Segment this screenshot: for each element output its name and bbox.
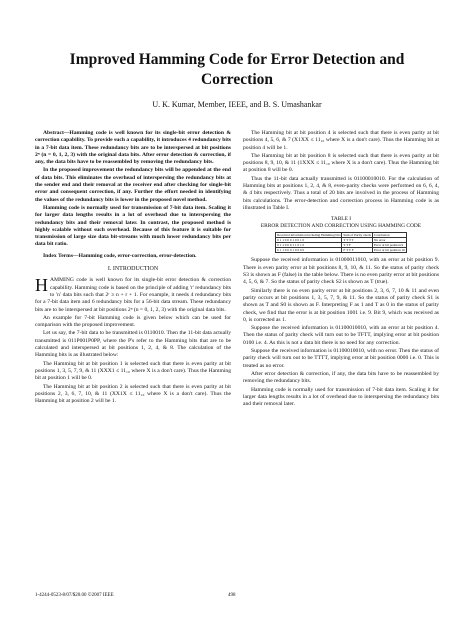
table-block: [243, 216, 439, 253]
section-heading: I. INTRODUCTION: [107, 266, 159, 273]
page-number: 498: [228, 593, 236, 598]
left-paragraph-1: An example for 7-bit Hamming code is given below which can be used for comparison with the proposed improvement.: [35, 314, 231, 329]
table-cell: No error: [372, 238, 406, 243]
left-paragraph-4: The Hamming bit at bit position 2 is selected such that there is even parity at bit positions 2, 3, 6, 7, 10, & 11 (XX1X ≤ 11₁₀ where X is a don't care). Thus the Hamming bit at position 2 will be 1.: [35, 383, 231, 405]
table-cell: Error at bit position 9: [372, 243, 406, 248]
abstract-paragraph-3: Hamming code is normally used for transmission of 7-bit data item. Scaling it for larger data lengths results in a lot of overhead due to interspersing the redundancy bits and their removal later. In contrast, the proposed method is highly scalable without such overhead. Because of this feature it is suitable for transmission of large size data bit-streams with much lower redundancy bits per data bit ratio.: [35, 204, 231, 248]
table-row: [276, 248, 407, 253]
table-cell: 0 1 1 0 0 0 1 0 0 1 0: [276, 238, 342, 243]
right-paragraph-7: Suppose the received information is 01100010010, with no error. Then the status of parity check will turn out to be TTTT, implying error at bit position 0000 i.e. 0. This is treated as no error.: [243, 348, 439, 369]
table-cell: 0 1 1 0 0 0 1 0 0 0 0: [276, 248, 342, 253]
table-caption: TABLE I ERROR DETECTION AND CORRECTION USING HAMMING CODE: [260, 216, 422, 229]
table-header-cell: Received information including Hamming bits: [277, 233, 341, 238]
abstract-paragraph-1: Abstract—Hamming code is well known for its single-bit error detection & correction capability. To provide such a capability, it introduces 4 redundancy bits in a 7-bit data item. These redundancy bits are to be interspersed at bit positions 2ⁿ (n = 0, 1, 2, 3) with the original data bits. After error detection & correction, if any, the data bits have to be reassembled by removing the redundancy bits.: [35, 130, 231, 166]
right-paragraph-6: Suppose the received information is 01100010010, with an error at bit position 4. Then the status of parity check will turn out to be TFTT, implying error at bit position 0100 i.e. 4. As this is not a data bit there is no need for any correction.: [243, 325, 439, 346]
table-cell: T T F: [342, 243, 373, 248]
table-cell: 0 1 1 0 0 0 1 1 0 1 0: [276, 243, 342, 248]
right-paragraph-4: Suppose the received information is 01000011010, with an error at bit position 9. There is even parity error at bit positions 8, 9, 10, & 11. So the status of parity check S3 is shown as F (false) in the table below. There is no even parity error at bit positions 4, 5, 6, & 7. So the status of parity check S2 is shown as T (true).: [243, 257, 439, 286]
left-paragraph-2: Let us say, the 7-bit data to be transmitted is 0110010. Then the 11-bit data actually transmitted is 011P001P0PP, where the P's refer to the Hamming bits that are to be calculated and interspersed at bit positions 1, 2, 4, & 8. The calculation of the Hamming bits is as illustrated below:: [35, 330, 231, 359]
paper-authors: U. K. Kumar, Member, IEEE, and B. S. Umashankar: [152, 100, 322, 109]
table-cell: F T T F: [342, 248, 373, 253]
abstract-paragraph-2: In the proposed improvement the redundancy bits will be appended at the end of data bits. This eliminates the overhead of interspersing the redundancy bits at the sender end and their removal at the receiver end after checking for single-bit error and consequent correction, if any. Further the effort needed in identifying the values of the redundancy bits is lower in the proposed novel method.: [35, 167, 231, 203]
table-cell: Error at bit position 10: [373, 248, 405, 253]
table-header-cell: Conclusion: [372, 233, 406, 238]
right-paragraph-8: After error detection & correction, if any, the data bits have to be reassembled by removing the redundancy bits.: [243, 370, 439, 385]
left-paragraph-3: The Hamming bit at bit position 1 is selected such that there is even parity at bit positions 1, 3, 5, 7, 9, & 11 (XXX1 ≤ 11₁₀ where X is a don't care). Thus the Hamming bit at position 1 will be 0.: [35, 360, 231, 382]
intro-paragraph: [35, 277, 231, 313]
left-column: [35, 130, 231, 406]
right-paragraph-5: Similarly there is no even parity error at bit positions 2, 3, 6, 7, 10 & 11 and even parity occurs at bit positions 1, 3, 5, 7, 9, & 11. So the status of parity check S1 is shown as T and S0 is shown as F. Interpreting F as 1 and T as 0 in the status of parity check, we find that the error is at bit position 1001 i.e. 9. Bit 9, which was received as 0, is corrected as 1.: [243, 287, 439, 323]
intro-text: AMMING code is well known for its single-bit error detection & correction capability. Hamming code is based on the principle of adding 'r' redundancy bits to 'n' data bits such that 2ʳ ≥ n + r + 1. For example, it needs 4 redundancy bits for a 7-bit data item and 6 redundancy bits for a 56-bit data stream. These redundancy bits are to be interspersed at bit positions 2ⁿ (n = 0, 1, 2, 3) with the original data bits.: [35, 277, 231, 313]
paper-title: Improved Hamming Code for Error Detection and Correction: [69, 51, 405, 88]
right-column: [243, 130, 439, 409]
right-paragraph-9: Hamming code is normally used for transmission of 7-bit data item. Scaling it for larger data lengths results in a lot of overhead due to interspersing the redundancy bits and their removal later.: [243, 386, 439, 408]
table-header-cell: Sum of Parity check: [343, 233, 371, 238]
right-paragraph-2: The Hamming bit at bit position 8 is selected such that there is even parity at bit positions 8, 9, 10, & 11 (1XXX ≤ 11₁₀ where X is a don't care). Thus the Hamming bit at position 8 will be 0.: [243, 152, 439, 174]
footer-copyright: 1-4244-0523-8/07/$20.00 ©2007 IEEE: [35, 593, 114, 598]
index-terms: Index Terms—Hamming code, error-correction, error-detection.: [43, 252, 197, 259]
right-paragraph-1: The Hamming bit at bit position 4 is selected such that there is even parity at bit positions 4, 5, 6, & 7 (X1XX ≤ 11₁₀ where X is a don't care). Thus the Hamming bit at position 4 will be 1.: [243, 130, 439, 151]
table-cell: T T T T: [342, 238, 373, 243]
dropcap-letter: H: [35, 275, 48, 296]
abstract: [35, 130, 231, 249]
hamming-table: [275, 232, 407, 253]
right-paragraph-3: Thus the 11-bit data actually transmitted is 01100010010. For the calculation of Hamming bits at positions 1, 2, 4, & 8, even-parity checks were performed on 6, 6, 4, & 4 bits respectively. Thus a total of 20 bits are involved in the process of Hamming bits calculations. The error-detection and correction process in Hamming code is as illustrated in Table I.: [243, 175, 439, 211]
